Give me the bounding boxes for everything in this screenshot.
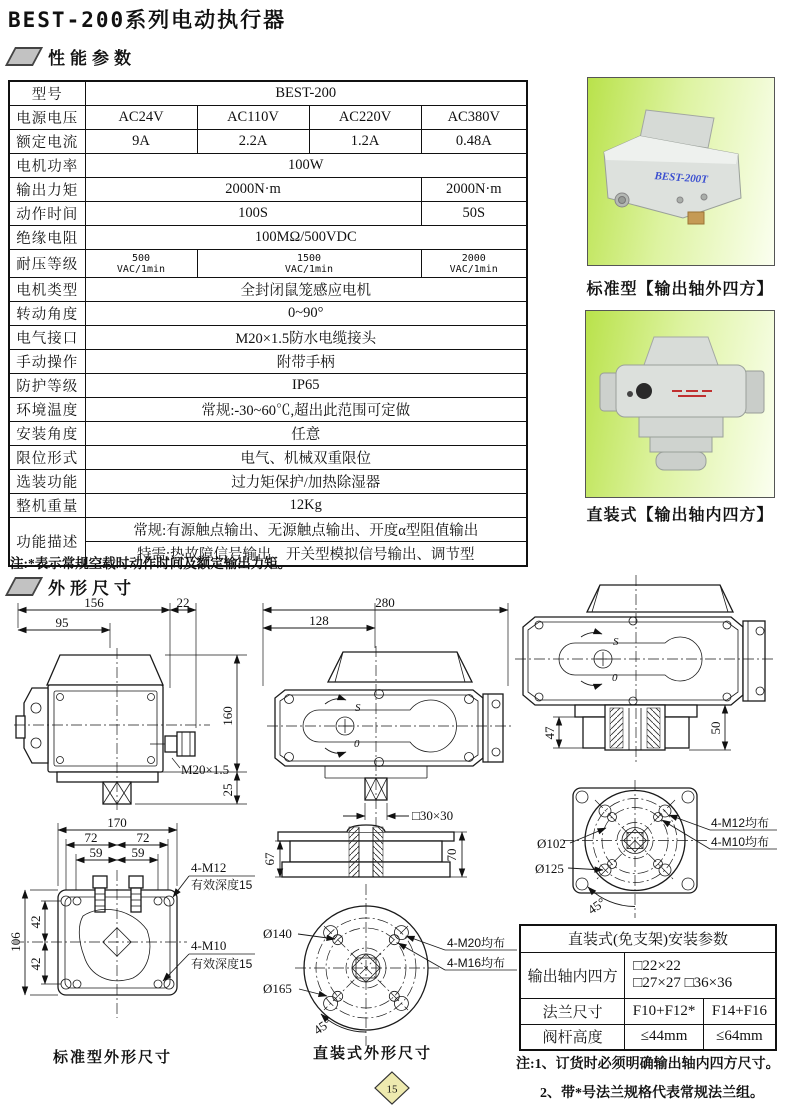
spec-value: 全封闭鼠笼感应电机: [85, 278, 527, 302]
spec-table: [8, 80, 528, 567]
spec-value: 2.2A: [197, 130, 309, 154]
row-function-1: [9, 518, 527, 542]
dim-95: 95: [55, 615, 69, 630]
indicator-knob: [636, 383, 652, 399]
withstand-v2-bottom: VAC/1min: [284, 263, 334, 275]
spec-value: 0~90°: [85, 302, 527, 326]
spec-row-label: 整机重量: [9, 494, 85, 518]
body-outline: [275, 690, 483, 766]
screw-dot: [677, 197, 683, 203]
install-note-1: 注:1、订货时必须明确输出轴内四方尺寸。: [516, 1057, 780, 1072]
spec-row-label: 动作时间: [9, 202, 85, 226]
parallelogram-icon: [5, 577, 43, 596]
shaft-size-line1: □22×22: [633, 958, 681, 974]
stud-head: [129, 876, 143, 888]
install-shaft-values: [625, 952, 776, 998]
mark-o: 0: [354, 738, 360, 750]
spec-value: [85, 250, 197, 278]
stem-v1: ≤44mm: [625, 1024, 704, 1050]
dim-128: 128: [309, 613, 329, 628]
stem-v2: ≤64mm: [703, 1024, 776, 1050]
bolt-m10-depth: 有效深度15: [191, 957, 253, 971]
row-torque: [9, 178, 527, 202]
flange-v1: F10+F12*: [625, 998, 704, 1024]
angle-45: 45°: [584, 894, 609, 918]
spec-row-label: 限位形式: [9, 446, 85, 470]
top-view-drawing: [255, 598, 520, 850]
cable-gland-hole: [619, 197, 626, 204]
dia-165: Ø165: [263, 981, 292, 996]
actuator-top-cover: [644, 337, 718, 365]
angle-45: 45°: [310, 1014, 335, 1038]
direct-drawing-caption: 直装式外形尺寸: [312, 1045, 432, 1062]
spec-value: 9A: [85, 130, 197, 154]
gland-nut: [177, 732, 195, 756]
spec-value: 特需:热故障信号输出、开关型模拟信号输出、调节型: [85, 542, 527, 567]
spec-row-label: 防护等级: [9, 374, 85, 398]
spec-value: 0.48A: [421, 130, 527, 154]
spec-value: 2000N·m: [421, 178, 527, 202]
install-row-label: 法兰尺寸: [520, 998, 625, 1024]
page-title: BEST-200系列电动执行器: [8, 8, 287, 32]
row-current: [9, 130, 527, 154]
direct-actuator-image: [586, 311, 774, 497]
row-optional: [9, 470, 527, 494]
dim-50: 50: [708, 721, 723, 735]
cover-outline: [587, 585, 733, 612]
spec-value: AC110V: [197, 106, 309, 130]
standard-bottom-drawing: [5, 818, 257, 1046]
stud-head: [93, 876, 107, 888]
photo-standard-actuator: [587, 77, 775, 266]
mount-step-2: [650, 437, 712, 452]
mount-step-1: [639, 417, 723, 437]
row-angle: [9, 302, 527, 326]
spec-value: AC380V: [421, 106, 527, 130]
mark-s: S: [355, 702, 361, 714]
spec-value: 附带手柄: [85, 350, 527, 374]
bolt-m12-depth: 有效深度15: [191, 878, 253, 892]
shaft-size-label: □30×30: [412, 808, 454, 823]
body-outline: [58, 890, 177, 995]
row-motor: [9, 278, 527, 302]
row-mounting: [9, 422, 527, 446]
page-number-marker: [373, 1071, 411, 1105]
row-weight: [9, 494, 527, 518]
handle-bracket: [24, 688, 48, 763]
standard-actuator-image: [588, 78, 774, 265]
standard-drawing-caption: 标准型外形尺寸: [52, 1049, 172, 1066]
dim-59b: 59: [131, 845, 145, 860]
spec-row-label: 型号: [9, 81, 85, 106]
spec-value: 50S: [421, 202, 527, 226]
bolt-m16-label: 4-M16均布: [447, 956, 506, 970]
spec-value: 电气、机械双重限位: [85, 446, 527, 470]
spec-row-label: 电机类型: [9, 278, 85, 302]
dim-59a: 59: [89, 845, 103, 860]
dim-156: 156: [84, 598, 104, 610]
mount-cylinder: [656, 452, 706, 470]
install-header-row: [520, 925, 776, 952]
gland-neck: [165, 736, 177, 752]
install-row-label: 阀杆高度: [520, 1024, 625, 1050]
spec-value: 任意: [85, 422, 527, 446]
dim-70: 70: [444, 848, 459, 862]
spec-row-label: 选装功能: [9, 470, 85, 494]
spec-row-label: 电机功率: [9, 154, 85, 178]
dim-47: 47: [542, 726, 557, 740]
body-outline: [523, 617, 743, 705]
withstand-v3-bottom: VAC/1min: [449, 263, 498, 275]
dim-42a: 42: [28, 915, 43, 929]
spec-row-label: 输出力矩: [9, 178, 85, 202]
dim-67: 67: [262, 852, 277, 866]
direct-mount-drawing: [255, 818, 520, 1053]
dim-42b: 42: [28, 957, 43, 971]
section-mid-block: [290, 841, 442, 862]
section-performance-title: 性能参数: [48, 49, 136, 68]
bolt-m20-label: 4-M20均布: [447, 936, 506, 950]
actuator-right-box: [744, 371, 764, 413]
photo-direct-actuator: [585, 310, 775, 498]
withstand-v1-top: 500: [131, 252, 151, 264]
row-temperature: [9, 398, 527, 422]
dia-102: Ø102: [537, 836, 566, 851]
spec-value: 过力矩保护/加热除湿器: [85, 470, 527, 494]
spec-value: 100MΩ/500VDC: [85, 226, 527, 250]
row-power: [9, 154, 527, 178]
row-conduit: [9, 326, 527, 350]
standard-side-drawing: [10, 598, 255, 813]
row-manual: [9, 350, 527, 374]
dia-140: Ø140: [263, 926, 292, 941]
spec-row-label: 转动角度: [9, 302, 85, 326]
spec-row-label: 额定电流: [9, 130, 85, 154]
spec-value: 常规:有源触点输出、无源触点输出、开度α型阻值输出: [85, 518, 527, 542]
mark-o: 0: [612, 672, 618, 684]
parallelogram-icon: [5, 47, 43, 66]
page-number: 15: [386, 1083, 398, 1096]
spec-value: 12Kg: [85, 494, 527, 518]
section-dimensions-header: [10, 574, 136, 599]
spec-row-label: 功能描述: [9, 518, 85, 567]
spec-note: 注:*表示常规空载时动作时间及额定输出力矩。: [10, 556, 292, 571]
dim-280: 280: [375, 598, 395, 610]
dim-106: 106: [8, 932, 23, 952]
spec-row-label: 电源电压: [9, 106, 85, 130]
section-performance-header: [10, 44, 136, 69]
mark-s: S: [613, 636, 619, 648]
cover-outline: [328, 652, 472, 682]
row-insulation: [9, 226, 527, 250]
spec-value: 常规:-30~60℃,超出此范围可定做: [85, 398, 527, 422]
spec-value: [421, 250, 527, 278]
bolt-m10-label: 4-M10均布: [711, 835, 770, 849]
device-model-label: BEST-200T: [654, 170, 709, 186]
dia-125: Ø125: [535, 861, 564, 876]
row-time: [9, 202, 527, 226]
flange-small-drawing: [515, 776, 800, 922]
spec-value: BEST-200: [85, 81, 527, 106]
output-shaft: [688, 212, 704, 224]
withstand-v1-bottom: VAC/1min: [116, 263, 166, 275]
end-connector: [743, 621, 765, 701]
bolt-m10-label: 4-M10: [191, 938, 227, 953]
spec-value: 100S: [85, 202, 421, 226]
install-table-title: 直装式(免支架)安装参数: [520, 925, 776, 952]
body-outline: [48, 685, 163, 772]
spec-row-label: 手动操作: [9, 350, 85, 374]
screw-dot: [627, 391, 633, 397]
bottom-plate: [57, 772, 158, 782]
dim-25: 25: [220, 783, 235, 797]
photo-direct-caption: 直装式【输出轴内四方】: [586, 507, 774, 524]
section-dimensions-title: 外形尺寸: [48, 579, 136, 598]
dim-72b: 72: [136, 830, 150, 845]
screw-dot: [701, 194, 707, 200]
dim-72a: 72: [84, 830, 98, 845]
install-table: [519, 924, 777, 1051]
direct-top-drawing: [515, 573, 800, 800]
spec-row-label: 绝缘电阻: [9, 226, 85, 250]
row-model: [9, 81, 527, 106]
dim-170: 170: [107, 818, 127, 830]
flange-v2: F14+F16: [703, 998, 776, 1024]
section-top-plate: [278, 832, 454, 841]
row-voltage: [9, 106, 527, 130]
spec-row-label: 安装角度: [9, 422, 85, 446]
shaft-size-line2: □27×27 □36×36: [633, 975, 733, 991]
install-row-label: 输出轴内四方: [520, 952, 625, 998]
section-base: [282, 862, 450, 877]
bolt-m12-label: 4-M12均布: [711, 816, 770, 830]
row-protection: [9, 374, 527, 398]
install-shaft-row: [520, 952, 776, 998]
spec-value: AC220V: [309, 106, 421, 130]
row-withstand: [9, 250, 527, 278]
spec-value: M20×1.5防水电缆接头: [85, 326, 527, 350]
gland-label: M20×1.5: [181, 762, 230, 777]
withstand-v3-top: 2000: [461, 252, 486, 264]
withstand-v2-top: 1500: [296, 252, 322, 264]
spec-value: [197, 250, 421, 278]
dim-22: 22: [176, 598, 190, 610]
install-stem-row: [520, 1024, 776, 1050]
spec-value: 100W: [85, 154, 527, 178]
install-flange-row: [520, 998, 776, 1024]
spec-value: IP65: [85, 374, 527, 398]
spec-row-label: 电气接口: [9, 326, 85, 350]
cover-outline: [47, 655, 163, 685]
photo-standard-caption: 标准型【输出轴外四方】: [586, 281, 774, 298]
spec-value: 1.2A: [309, 130, 421, 154]
spec-row-label: 环境温度: [9, 398, 85, 422]
bolt-m12-label: 4-M12: [191, 860, 227, 875]
install-note-2: 2、带*号法兰规格代表常规法兰组。: [540, 1086, 764, 1101]
spec-value: AC24V: [85, 106, 197, 130]
spec-value: 2000N·m: [85, 178, 421, 202]
spec-row-label: 耐压等级: [9, 250, 85, 278]
row-limit: [9, 446, 527, 470]
dim-160: 160: [220, 706, 235, 726]
